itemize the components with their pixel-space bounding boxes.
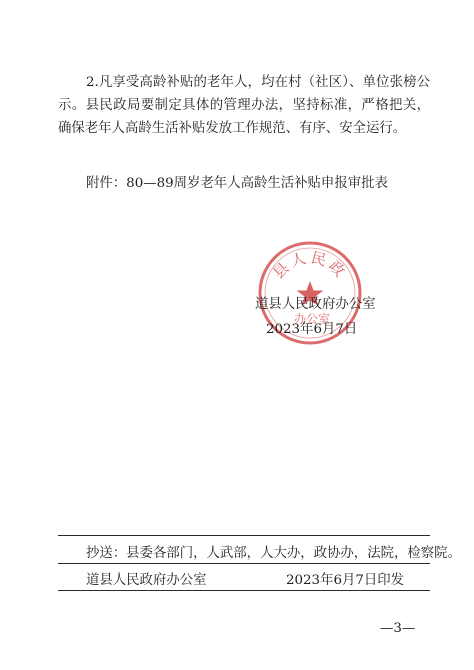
signature-date: 2023年6月7日 xyxy=(266,322,358,337)
signature-organization: 道县人民政府办公室 xyxy=(255,297,376,312)
attachment-line: 附件：80—89周岁老年人高龄生活补贴申报审批表 xyxy=(86,176,388,191)
footer-rule-top xyxy=(58,535,430,536)
issue-date: 2023年6月7日印发 xyxy=(286,573,405,588)
seal-arc-text: 县人民政 xyxy=(269,248,351,283)
body-paragraph: 2.凡享受高龄补贴的老年人，均在村（社区）、单位张榜公示。县民政局要制定具体的管理办法，坚持标准，严格把关，确保老年人高龄生活补贴发放工作规范、有序、安全运行。 xyxy=(58,75,430,136)
footer-rule-bottom xyxy=(58,590,430,591)
seal-center-text: 办公室 xyxy=(293,312,331,326)
footer-rule-middle xyxy=(58,563,430,564)
issuer-name: 道县人民政府办公室 xyxy=(86,573,207,588)
page-number: —3— xyxy=(380,621,416,636)
cc-line: 抄送：县委各部门，人武部，人大办，政协办，法院，检察院。 xyxy=(86,546,461,561)
